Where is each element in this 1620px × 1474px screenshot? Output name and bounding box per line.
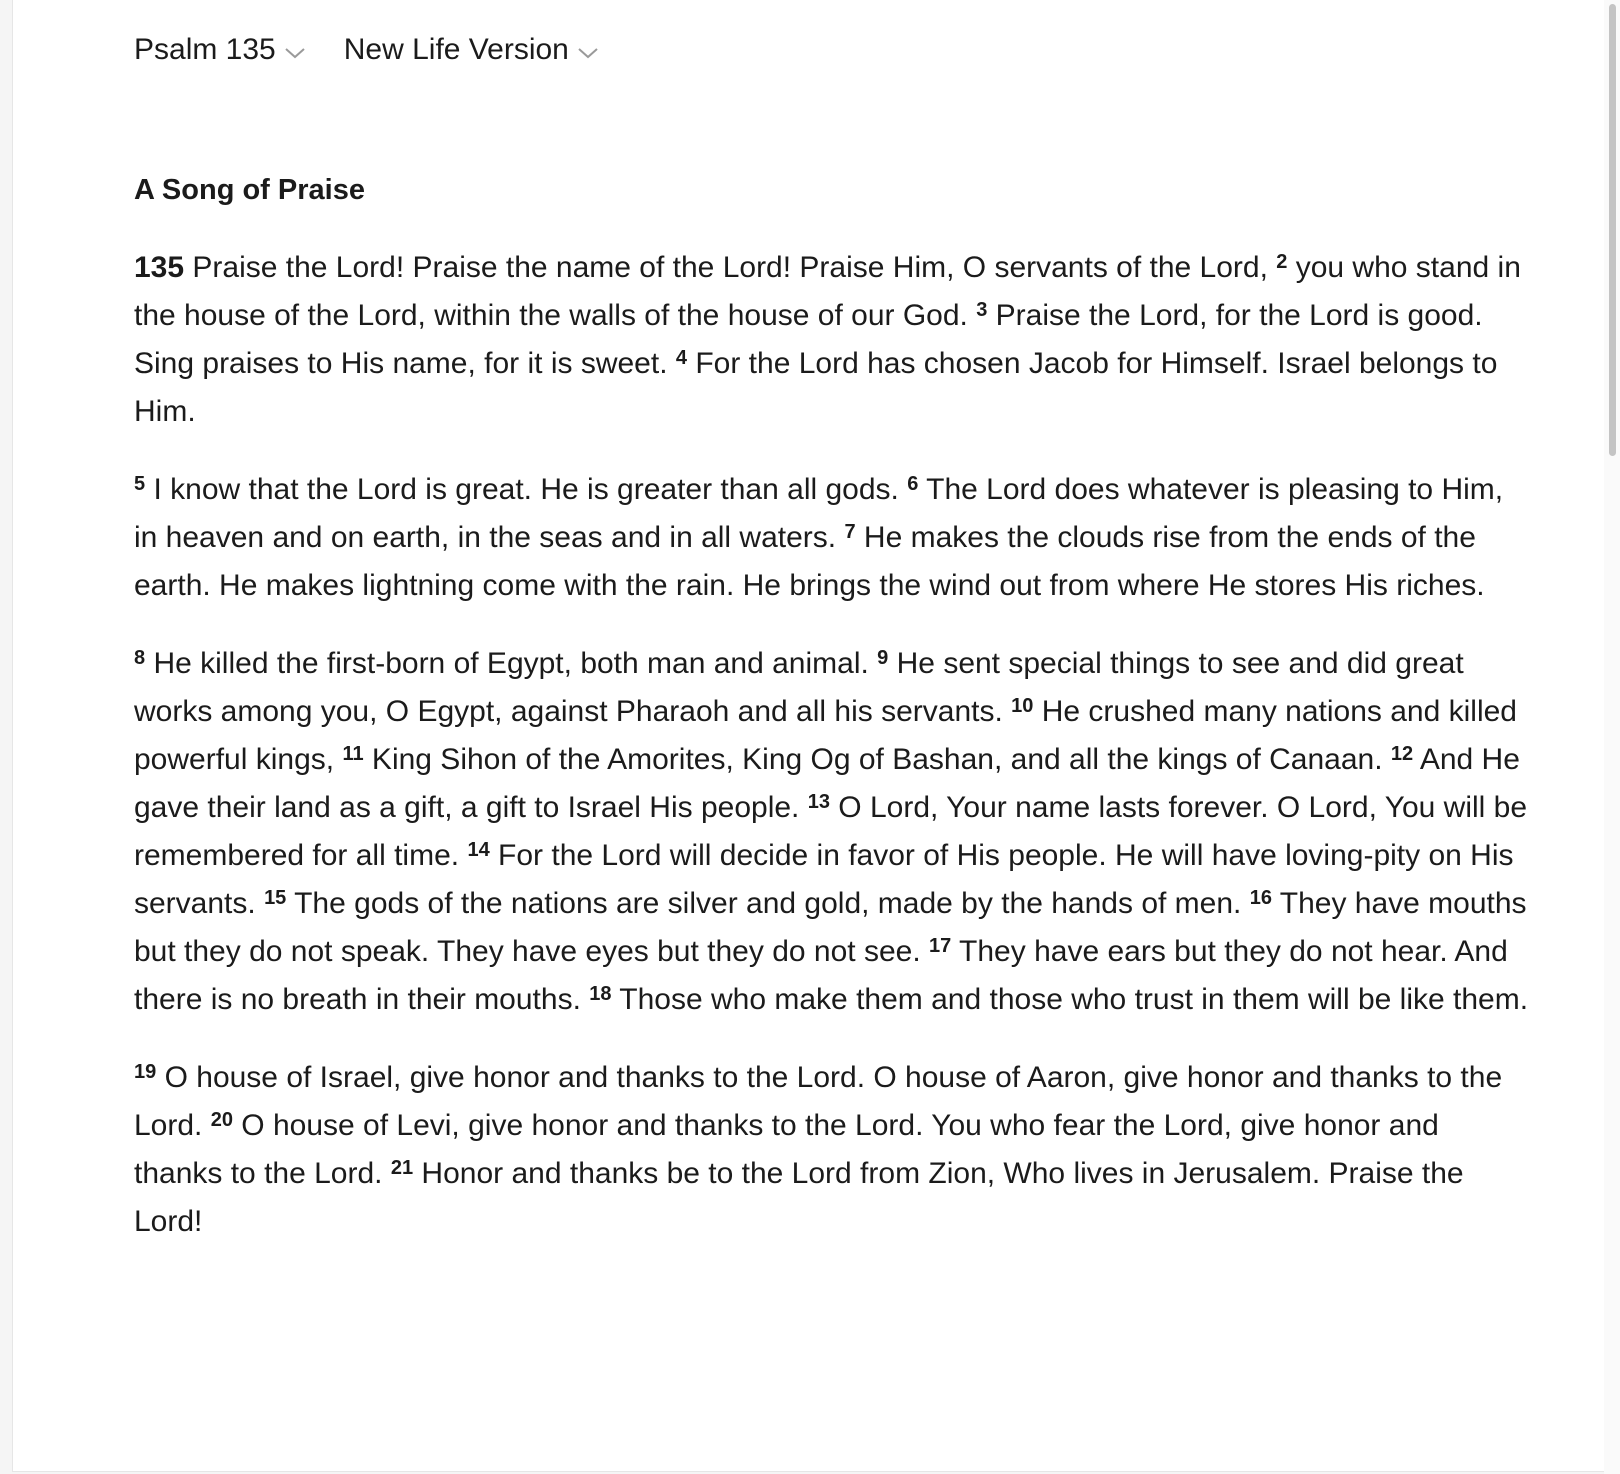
verse-text: Praise the Lord! Praise the name of the Lord! Praise Him, O servants of the Lord, [184,251,1277,284]
verse-text: O house of Levi, give honor and thanks to the Lord. You who fear the Lord, give honor and thanks to the Lord. [134,1109,1439,1190]
verse-number: 13 [807,791,830,813]
chapter-selector[interactable] [134,33,306,67]
verse-text: And He gave their land as a gift, a gift to Israel His people. [134,743,1520,824]
verse-text: King Sihon of the Amorites, King Og of Bashan, and all the kings of Canaan. [363,743,1391,776]
verse-text: He killed the first-born of Egypt, both man and animal. [145,647,878,680]
verse-number: 14 [467,839,490,861]
verse-text: He sent special things to see and did great works among you, O Egypt, against Pharaoh and all his servants. [134,647,1464,728]
verse-number: 20 [210,1109,233,1131]
verse-number: 9 [877,647,889,669]
verse-number: 21 [390,1157,414,1179]
chevron-down-icon [577,46,599,60]
verse-text: He crushed many nations and killed powerful kings, [134,695,1517,776]
section-heading: A Song of Praise [134,174,365,206]
passage-paragraph [134,640,1530,1024]
chapter-number: 135 [134,251,185,284]
verse-number: 5 [134,473,146,495]
verse-number: 4 [675,347,687,369]
verse-text: The Lord does whatever is pleasing to Him, in heaven and on earth, in the seas and in all waters. [134,473,1504,554]
verse-text: He makes the clouds rise from the ends of the earth. He makes lightning come with the rain. He brings the wind out from where He stores His riches. [134,521,1485,602]
passage-paragraph [134,244,1530,436]
version-selector-label: New Life Version [343,33,569,66]
verse-number: 16 [1249,887,1272,909]
verse-text: For the Lord has chosen Jacob for Himself. Israel belongs to Him. [134,347,1498,428]
verse-number: 2 [1276,251,1288,273]
verse-number: 8 [134,647,146,669]
verse-number: 15 [264,887,287,909]
reader-toolbar [134,30,599,70]
reader-page [12,0,1608,1472]
verse-number: 6 [907,473,919,495]
verse-number: 10 [1011,695,1034,717]
verse-text: Honor and thanks be to the Lord from Zion, Who lives in Jerusalem. Praise the Lord! [134,1157,1464,1238]
verse-text: I know that the Lord is great. He is greater than all gods. [145,473,908,506]
verse-text: Those who make them and those who trust in them will be like them. [611,983,1529,1016]
verse-number: 12 [1390,743,1414,765]
passage-content [134,172,1530,1276]
verse-number: 19 [134,1061,157,1083]
passage-paragraph [134,466,1530,610]
scrollbar-thumb[interactable] [1609,4,1616,456]
verse-number: 11 [342,743,364,765]
verse-number: 3 [976,299,988,321]
version-selector[interactable] [344,33,599,67]
chapter-selector-label: Psalm 135 [134,33,276,66]
chevron-down-icon [284,46,306,60]
vertical-scrollbar[interactable] [1604,0,1620,1474]
verse-number: 7 [844,521,856,543]
verse-text: They have ears but they do not hear. And there is no breath in their mouths. [134,935,1508,1016]
verse-text: They have mouths but they do not speak. They have eyes but they do not see. [134,887,1527,968]
verse-text: O house of Israel, give honor and thanks to the Lord. O house of Aaron, give honor and thanks to the Lord. [134,1061,1503,1142]
verse-number: 18 [589,983,612,1005]
verse-text: you who stand in the house of the Lord, within the walls of the house of our God. [134,251,1521,332]
verse-text: O Lord, Your name lasts forever. O Lord, You will be remembered for all time. [134,791,1528,872]
verse-text: Praise the Lord, for the Lord is good. Sing praises to His name, for it is sweet. [134,299,1483,380]
passage-paragraphs [134,244,1530,1246]
passage-paragraph [134,1054,1530,1246]
verse-text: For the Lord will decide in favor of His people. He will have loving-pity on His servants. [134,839,1514,920]
verse-number: 17 [929,935,952,957]
verse-text: The gods of the nations are silver and gold, made by the hands of men. [286,887,1250,920]
